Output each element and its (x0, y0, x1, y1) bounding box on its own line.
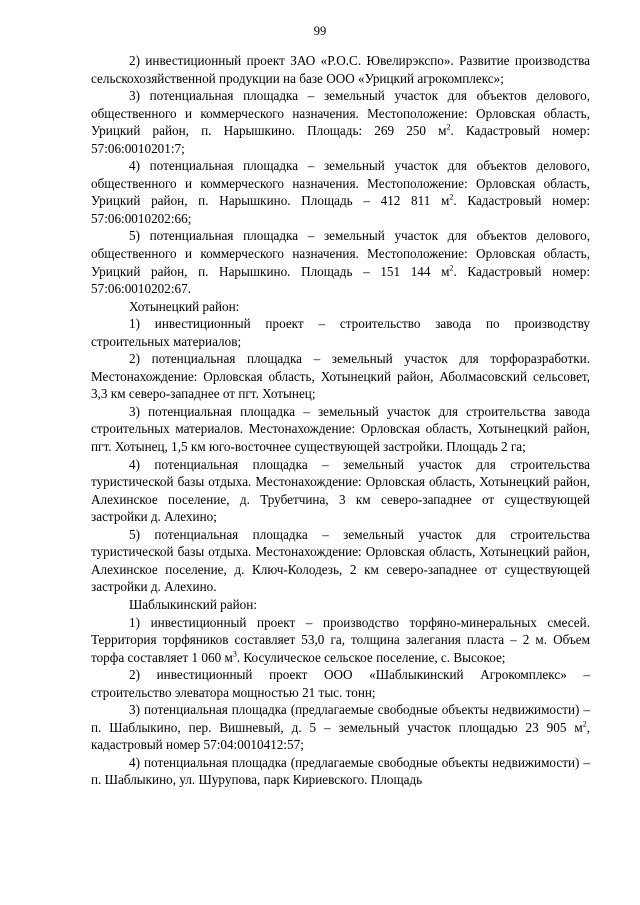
paragraph (91, 315, 590, 350)
paragraph-text-tail: , кадастровый номер 57:04:0010412:57; (91, 719, 590, 753)
paragraph-text: 2) инвестиционный проект ООО «Шаблыкинский Агрокомплекс» – строительство элеватора мощностью 21 тыс. тонн; (91, 667, 590, 700)
paragraph-text: 1) инвестиционный проект – производство торфяно-минеральных смесей. Территория торфяников составляет 53,0 га, толщина залегания пласта – 2 м. Объем торфа составляет 1 060 м (91, 614, 590, 665)
paragraph (91, 227, 590, 297)
paragraph (91, 614, 590, 667)
paragraph (91, 350, 590, 403)
paragraph-text: 1) инвестиционный проект – строительство завода по производству строительных материалов; (91, 316, 590, 349)
paragraph (91, 754, 590, 789)
paragraph-text: 2) потенциальная площадка – земельный участок для торфоразработки. Местонахождение: Орловская область, Хотынецкий район, Аболмасовский сельсовет, 3,3 км северо-западнее от пгт. Хотынец; (91, 351, 590, 402)
superscript: 2 (582, 719, 587, 729)
paragraph (91, 456, 590, 526)
paragraph-text: 4) потенциальная площадка – земельный участок для объектов делового, общественного и коммерческого назначения. Местоположение: Орловская область, Урицкий район, п. Нарышкино. Площадь – 412 811 м (91, 158, 590, 209)
paragraph-text: 4) потенциальная площадка – земельный участок для строительства туристической базы отдыха. Местонахождение: Орловская область, Хотынецкий район, Алехинское поселение, д. Трубетчина, 3 км северо-западнее от существующей застройки д. Алехино; (91, 456, 590, 525)
superscript: 2 (449, 192, 454, 202)
superscript: 2 (449, 263, 454, 273)
page-number: 99 (313, 24, 327, 38)
paragraph-text-tail: . Кадастровый номер: 57:06:0010202:66; (91, 193, 590, 226)
paragraph (91, 87, 590, 157)
paragraph-text-tail: . Косулическое сельское поселение, с. Высокое; (236, 649, 506, 665)
paragraph (91, 403, 590, 456)
document-body (91, 52, 590, 789)
paragraph (91, 52, 590, 87)
paragraph (91, 666, 590, 701)
paragraph-text: 2) инвестиционный проект ЗАО «Р.О.С. Ювелирэкспо». Развитие производства сельскохозяйственной продукции на базе ООО «Урицкий агрокомплекс»; (91, 53, 590, 86)
paragraph (91, 157, 590, 227)
paragraph-text: 5) потенциальная площадка – земельный участок для строительства туристической базы отдыха. Местонахождение: Орловская область, Хотынецкий район, Алехинское поселение, д. Ключ-Колодезь, 2 км северо-западнее от существующей застройки д. Алехино. (91, 526, 590, 595)
section-heading (91, 298, 590, 316)
paragraph-text-tail: . Кадастровый номер: 57:06:0010202:67. (91, 263, 590, 297)
superscript: 3 (232, 649, 237, 659)
heading-text: Шаблыкинский район: (129, 596, 257, 612)
paragraph-text-tail: . Кадастровый номер: 57:06:0010201:7; (91, 123, 590, 156)
paragraph-text: 3) потенциальная площадка – земельный участок для строительства завода строительных материалов. Местонахождение: Орловская область, Хотынецкий район, пгт. Хотынец, 1,5 км юго-восточнее существующей застройки. Площадь 2 га; (91, 403, 590, 455)
superscript: 2 (446, 122, 451, 132)
paragraph-text: 3) потенциальная площадка (предлагаемые свободные объекты недвижимости) – п. Шаблыкино, пер. Вишневый, д. 5 – земельный участок площадью 23 905 м (91, 702, 590, 735)
paragraph-text: 5) потенциальная площадка – земельный участок для объектов делового, общественного и коммерческого назначения. Местоположение: Орловская область, Урицкий район, п. Нарышкино. Площадь – 151 144 м (91, 228, 590, 279)
section-heading (91, 596, 590, 614)
paragraph (91, 701, 590, 754)
heading-text: Хотынецкий район: (129, 298, 240, 314)
paragraph-text: 3) потенциальная площадка – земельный участок для объектов делового, общественного и коммерческого назначения. Местоположение: Орловская область, Урицкий район, п. Нарышкино. Площадь: 269 250 м (91, 88, 590, 139)
paragraph (91, 526, 590, 596)
paragraph-text: 4) потенциальная площадка (предлагаемые свободные объекты недвижимости) – п. Шаблыкино, ул. Шурупова, парк Кириевского. Площадь (91, 754, 590, 788)
